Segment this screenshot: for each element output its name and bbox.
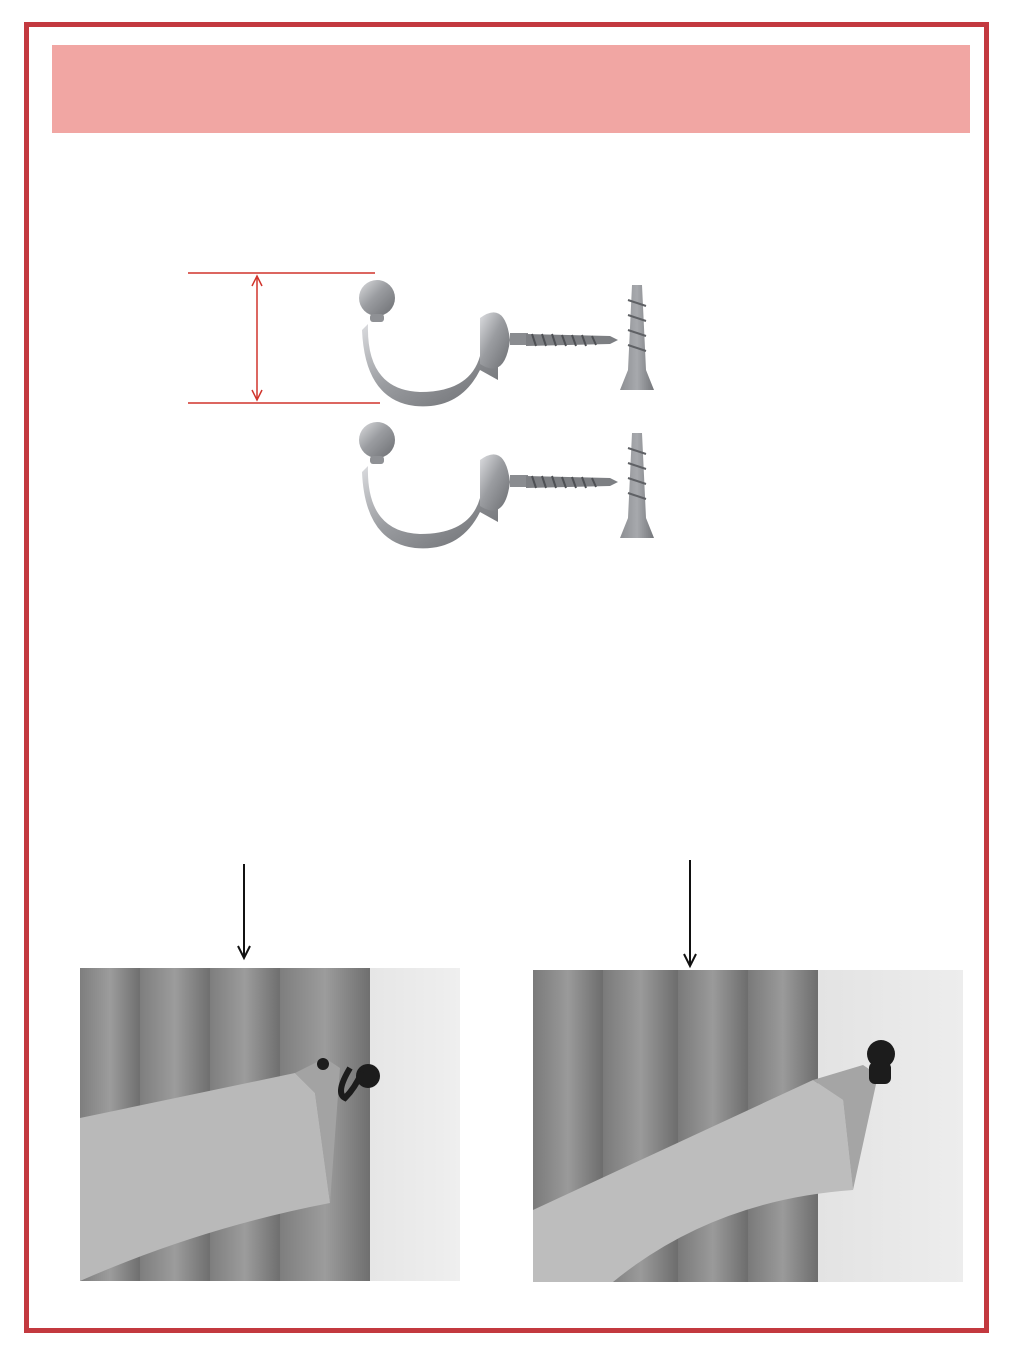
dimension-marker xyxy=(188,273,380,403)
side-wall-mount-photo xyxy=(80,968,460,1281)
wall-plug-icon xyxy=(620,433,654,538)
arrow-down-icon xyxy=(676,858,706,970)
window-wall-mount-photo xyxy=(533,970,963,1282)
title-band xyxy=(52,45,970,133)
hooks-diagram xyxy=(180,260,660,560)
arrow-down-icon xyxy=(230,862,260,962)
hook-icon xyxy=(359,422,618,548)
wall-plug-icon xyxy=(620,285,654,390)
hook-icon xyxy=(359,280,618,406)
